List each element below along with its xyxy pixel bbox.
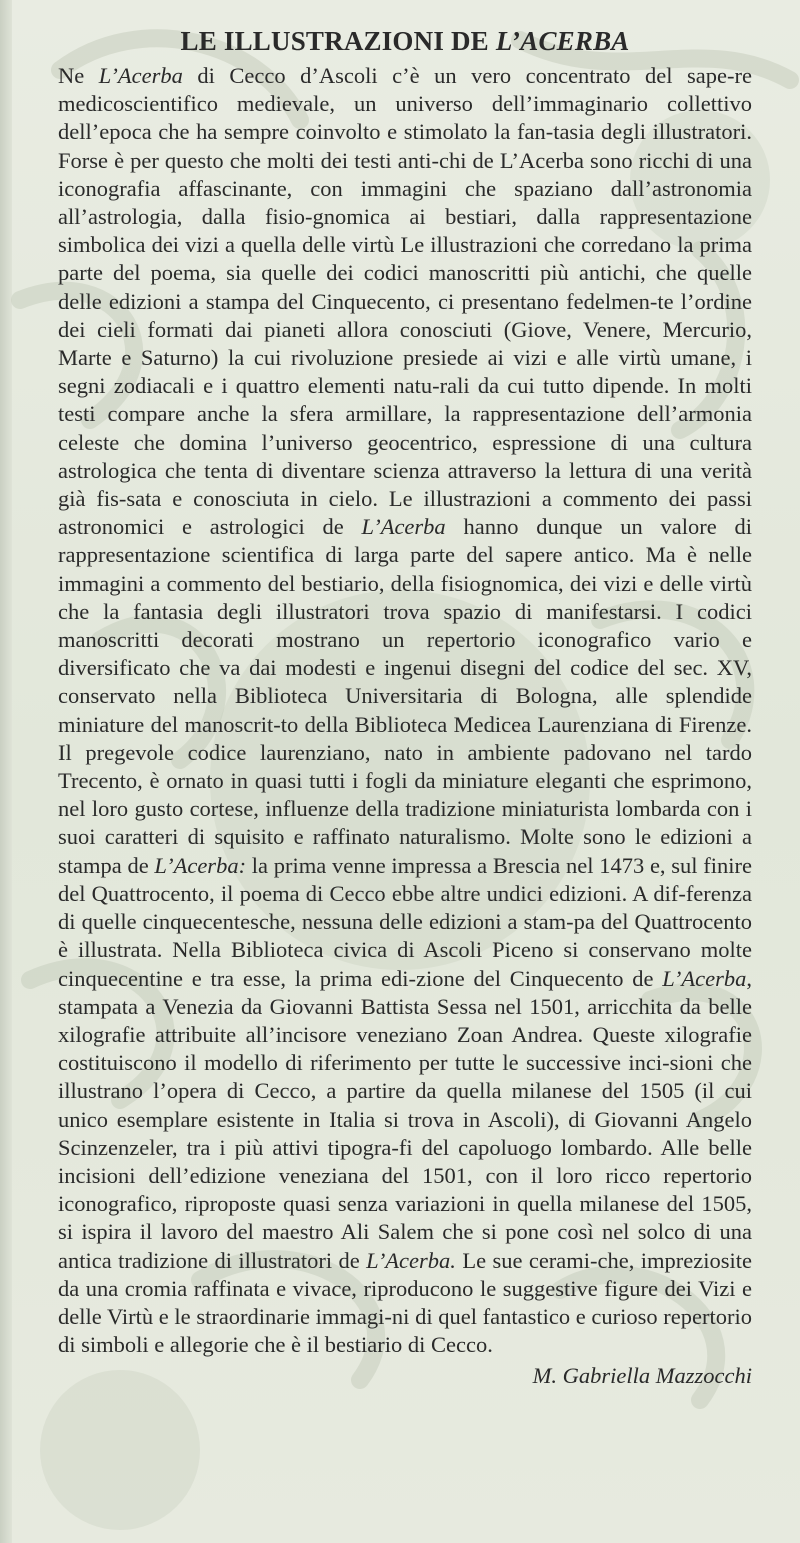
body-segment: Le sue cerami-che, impreziosite da una cromia raffinata e vivace, riproducono le suggestive figure dei Vizi e delle Virtù e le straordinarie immagi-ni di quel fantastico e curioso repertorio di simboli e allegorie che è il bestiario di Cecco. (58, 1247, 752, 1358)
page-title (58, 20, 752, 62)
body-segment-italic: L’Acerba (361, 514, 446, 540)
body-segment-italic: L’Acerba. (366, 1247, 456, 1273)
body-segment: la prima venne impressa a Brescia nel 1473 e, sul finire del Quattrocento, il poema di Cecco ebbe altre undici edizioni. A dif-ferenza di quelle cinquecentesche, nessuna delle edizioni a stam-pa del Quattrocento è illustrata. Nella Biblioteca civica di Ascoli Piceno si conservano molte cinquecentine e tra esse, la prima edi-zione del Cinquecento de (58, 852, 752, 991)
article (58, 20, 752, 1391)
author-signature: M. Gabriella Mazzocchi (532, 1363, 752, 1389)
body-paragraph (58, 62, 752, 1359)
body-segment: hanno dunque un valore di rappresentazione scientifica di larga parte del sapere antico. Ma è nelle immagini a commento del bestiario, della fisiognomica, dei vizi e delle virtù che la fantasia degli illustratori trova spazio di manifestarsi. I codici manoscritti decorati mostrano un repertorio iconografico vario e diversificato che va dai modesti e ingenui disegni del codice del sec. XV, conservato nella Biblioteca Universitaria di Bologna, alle splendide miniature del manoscrit-to della Biblioteca Medicea Laurenziana di Firenze. Il pregevole codice laurenziano, nato in ambiente padovano nel tardo Trecento, è ornato in quasi tutti i fogli da miniature eleganti che esprimono, nel loro gusto cortese, influenze della tradizione miniaturista lombarda con i suoi caratteri di squisito e raffinato naturalismo. Molte sono le edizioni a stampa de (58, 514, 752, 878)
title-italic: L’ACERBA (495, 26, 630, 56)
title-main: LE ILLUSTRAZIONI DE (180, 26, 496, 56)
body-segment: di Cecco d’Ascoli c’è un vero concentrato del sape-re medicoscientifico medievale, un universo dell’immaginario collettivo dell’epoca che ha sempre coinvolto e stimolato la fan-tasia degli illustratori. Forse è per questo che molti dei testi anti-chi de L’Acerba sono ricchi di una iconografia affascinante, con immagini che spaziano dall’astronomia all’astrologia, dalla fisio-gnomica ai bestiari, dalla rappresentazione simbolica dei vizi a quella delle virtù Le illustrazioni che corredano la prima parte del poema, sia quelle dei codici manoscritti più antichi, che quelle delle edizioni a stampa del Cinquecento, ci presentano fedelmen-te l’ordine dei cieli formati dai pianeti allora conosciuti (Giove, Venere, Mercurio, Marte e Saturno) la cui rivoluzione presiede ai vizi e alle virtù umane, i segni zodiacali e i quattro elementi natu-rali da cui tutto dipende. In molti testi compare anche la sfera armillare, la rappresentazione dell’armonia celeste che domina l’universo geocentrico, espressione di una cultura astrologica che tenta di diventare scienza attraverso la lettura di una verità già fis-sata e conosciuta in cielo. Le illustrazioni a commento dei passi astronomici e astrologici de (58, 63, 752, 540)
page-left-edge (0, 0, 12, 1543)
body-segment: Ne (58, 63, 99, 88)
body-segment-italic: L’Acerba: (154, 852, 247, 878)
body-segment: , stampata a Venezia da Giovanni Battista Sessa nel 1501, arricchita da belle xilografie attribuite all’incisore veneziano Zoan Andrea. Queste xilografie costituiscono il modello di riferimento per tutte le successive inci-sioni che illustrano l’opera di Cecco, a partire da quella milanese del 1505 (il cui unico esemplare esistente in Italia si trova in Ascoli), di Giovanni Angelo Scinzenzeler, tra i più attivi tipogra-fi del capoluogo lombardo. Alle belle incisioni dell’edizione veneziana del 1501, con il loro ricco repertorio iconografico, riproposte quasi senza variazioni in quella milanese del 1505, si ispira il lavoro del maestro Ali Salem che si pone così nel solco di una antica tradizione di illustratori de (58, 965, 752, 1273)
body-segment-italic: L’Acerba (98, 63, 183, 88)
body-segment-italic: L’Acerba (662, 965, 747, 991)
